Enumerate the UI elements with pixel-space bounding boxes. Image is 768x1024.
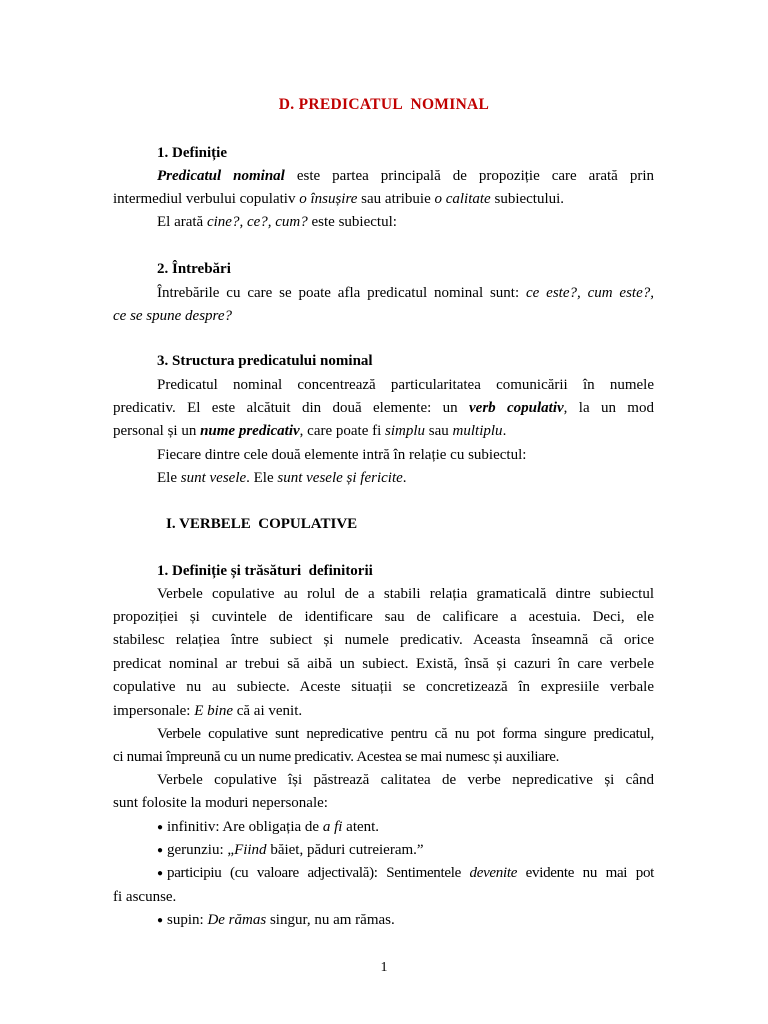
text-run: Ele [157, 470, 181, 486]
italic-run: multiplu [452, 423, 503, 439]
paragraph-line [113, 701, 654, 721]
paragraph-line: predicat nominal ar trebui să aibă un subiect. Există, însă și cazuri în care verbele [113, 656, 654, 672]
text-run: , la un mod [563, 400, 654, 416]
page-number: 1 [380, 960, 388, 975]
paragraph-line [157, 166, 654, 186]
section-heading-intrebari: 2. Întrebări [157, 261, 231, 277]
text-run: , care poate fi [299, 423, 386, 439]
term-verb-copulativ: verb copulativ [469, 400, 564, 416]
bullet-item-gerunziu [157, 840, 654, 861]
text-run: subiectului. [490, 191, 565, 207]
italic-run: devenite [469, 865, 518, 881]
italic-run: De rămas [207, 912, 267, 928]
italic-run: sunt vesele și fericite [277, 470, 403, 486]
paragraph-line: ci numai împreună cu un nume predicativ. Acestea se mai numesc și auxiliare. [113, 749, 560, 765]
chapter-heading: I. VERBELE COPULATIVE [166, 516, 358, 532]
text-run: personal și un [113, 423, 201, 439]
paragraph-line: Verbele copulative au rolul de a stabili relația gramaticală dintre subiectul [157, 586, 654, 602]
text-run: infinitiv: Are obligația de [167, 819, 323, 835]
text-run: . Ele [246, 470, 278, 486]
italic-run: Fiind [234, 842, 267, 858]
text-run: gerunziu: „ [167, 842, 235, 858]
text-run: băiet, păduri cutreieram.” [266, 842, 424, 858]
text-run: atent. [342, 819, 380, 835]
page-title: D. PREDICATUL NOMINAL [278, 96, 490, 113]
bullet-icon: ● [157, 845, 164, 856]
text-run: El arată [157, 214, 207, 230]
text-run: predicativ. El este alcătuit din două elemente: un [113, 400, 469, 416]
paragraph-line [113, 398, 654, 418]
term-nume-predicativ: nume predicativ [200, 423, 300, 439]
paragraph-line [157, 212, 654, 232]
text-run: sau atribuie [357, 191, 435, 207]
italic-run: a fi [322, 819, 343, 835]
italic-run: cine?, ce?, cum? [206, 214, 308, 230]
section-heading-definitie: 1. Definiție [157, 145, 227, 161]
section-heading-structura: 3. Structura predicatului nominal [157, 353, 373, 369]
bullet-icon: ● [157, 868, 163, 879]
paragraph-line: Verbele copulative își păstrează calitatea de verbe nepredicative și când [157, 772, 654, 788]
paragraph-line: Verbele copulative sunt nepredicative pentru că nu pot forma singure predicatul, [157, 726, 654, 742]
bullet-icon: ● [157, 915, 164, 926]
paragraph-line [157, 283, 654, 303]
italic-run: simplu [385, 423, 426, 439]
text-run: impersonale: [113, 703, 195, 719]
term-predicatul-nominal: Predicatul nominal [157, 168, 285, 184]
text-run: singur, nu am rămas. [266, 912, 395, 928]
paragraph-line [113, 421, 654, 441]
text-run: . [502, 423, 507, 439]
text-run: Întrebările cu care se poate afla predicatul nominal sunt: [157, 285, 526, 301]
paragraph-line: stabilesc relațiea între subiect și numele predicativ. Aceasta înseamnă că orice [113, 632, 654, 648]
paragraph-line: propoziției și cuvintele de identificare sau de calificare a acestuia. Deci, ele [113, 609, 654, 625]
italic-run: o însușire [299, 191, 358, 207]
text-run: participiu (cu valoare adjectivală): Sentimentele [167, 865, 470, 881]
italic-run: o calitate [434, 191, 491, 207]
paragraph-line: Fiecare dintre cele două elemente intră în relație cu subiectul: [157, 447, 527, 463]
italic-run: E bine [194, 703, 233, 719]
italic-run: ce este?, cum este?, [526, 285, 654, 301]
text-run: este partea principală de propoziție care arată prin [284, 168, 654, 184]
text-run: sau [425, 423, 453, 439]
section-heading-trasaturi: 1. Definiție și trăsături definitorii [157, 563, 373, 579]
text-run: că ai venit. [232, 703, 303, 719]
text-run: este subiectul: [307, 214, 397, 230]
paragraph-line [157, 468, 654, 488]
paragraph-line: copulative nu au subiecte. Aceste situații se concretizează în expresiile verbale [113, 679, 654, 695]
paragraph-line [113, 189, 654, 209]
paragraph-line: Predicatul nominal concentrează particularitatea comunicării în numele [157, 377, 654, 393]
paragraph-line [113, 306, 654, 326]
paragraph-line: fi ascunse. [113, 889, 177, 905]
bullet-item-participiu [157, 863, 654, 884]
italic-run: sunt vesele [180, 470, 247, 486]
bullet-item-infinitiv [157, 817, 654, 838]
text-run: supin: [167, 912, 208, 928]
italic-run: ce se spune despre? [113, 308, 232, 324]
text-run: evidente nu mai pot [517, 865, 655, 881]
text-run: . [402, 470, 407, 486]
bullet-item-supin [157, 910, 654, 931]
bullet-icon: ● [157, 822, 164, 833]
paragraph-line: sunt folosite la moduri nepersonale: [113, 795, 328, 811]
text-run: intermediul verbului copulativ [113, 191, 300, 207]
